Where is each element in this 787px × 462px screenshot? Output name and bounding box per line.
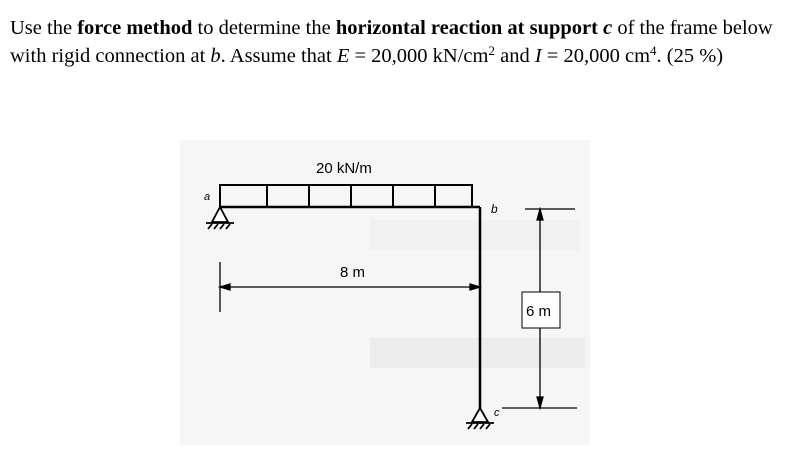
problem-statement bbox=[10, 14, 780, 70]
modulus-symbol: E bbox=[336, 45, 350, 67]
frame-diagram bbox=[180, 140, 590, 445]
points-note: . (25 %) bbox=[656, 45, 724, 67]
text-run: and bbox=[494, 45, 535, 67]
text-run: Use the bbox=[10, 17, 78, 39]
node-b-label: b bbox=[491, 202, 498, 216]
text-run: of the frame below with rigid connection at bbox=[10, 17, 773, 67]
bold-term-horizontal-reaction: horizontal reaction at support bbox=[335, 17, 598, 39]
exponent: 2 bbox=[488, 43, 495, 58]
inertia-value: = 20,000 cm bbox=[541, 45, 651, 67]
text-run: . Assume that bbox=[220, 45, 337, 67]
load-label: 20 kN/m bbox=[316, 160, 372, 177]
bold-term-force-method: force method bbox=[77, 17, 193, 39]
span-label: 8 m bbox=[340, 264, 366, 281]
inertia-symbol: I bbox=[534, 45, 542, 67]
node-c-label: c bbox=[494, 407, 500, 419]
support-c-symbol: c bbox=[603, 17, 613, 39]
height-label: 6 m bbox=[526, 303, 552, 320]
modulus-value: = 20,000 kN/cm bbox=[349, 45, 489, 67]
exponent: 4 bbox=[650, 43, 657, 58]
node-a-label: a bbox=[204, 191, 211, 203]
node-b-symbol: b bbox=[210, 45, 221, 67]
text-run: to determine the bbox=[192, 17, 336, 39]
